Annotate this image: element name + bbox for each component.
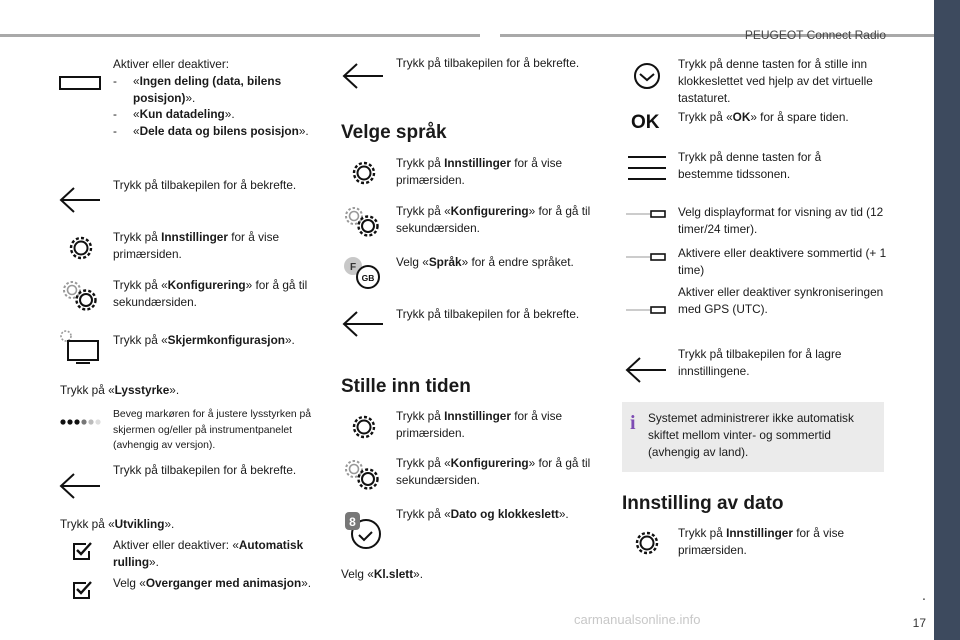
privacy-options xyxy=(113,56,313,140)
privacy-option-all: - «Dele data og bilens posisjon». xyxy=(113,124,309,138)
back-save-text: Trykk på tilbakepilen for å lagre innstillingene. xyxy=(678,347,842,378)
page-number: 17 xyxy=(912,616,926,630)
back-confirm-text-1: Trykk på tilbakepilen for å bekrefte. xyxy=(113,178,297,192)
time-config-text: Trykk på «Konfigurering» for å gå til sekundærsiden. xyxy=(396,456,591,487)
continued-marker: . xyxy=(921,587,926,604)
config-text: Trykk på «Konfigurering» for å gå til sekundærsiden. xyxy=(113,278,308,309)
date-time-text: Trykk på «Dato og klokkeslett». xyxy=(396,507,569,521)
double-gear-icon xyxy=(342,204,384,240)
double-gear-icon xyxy=(342,457,384,493)
brightness-text: Trykk på «Lysstyrke». xyxy=(60,383,180,397)
gps-sync-text: Aktiver eller deaktiver synkroniseringen med GPS (UTC). xyxy=(678,285,884,316)
back-arrow-icon xyxy=(624,356,668,384)
gear-icon xyxy=(349,158,379,188)
timezone-list-icon xyxy=(628,154,668,184)
info-text: Systemet administrerer ikke automatisk skiftet mellom vinter- og sommertid (avhengig av land). xyxy=(648,411,854,459)
privacy-intro: Aktiver eller deaktiver: xyxy=(113,57,230,71)
time-format-text: Velg displayformat for visning av tid (12 timer/24 timer). xyxy=(678,205,884,236)
back-arrow-icon xyxy=(341,62,385,90)
header-title: PEUGEOT Connect Radio xyxy=(744,28,886,42)
svg-text:8: 8 xyxy=(349,515,356,529)
back-arrow-icon xyxy=(341,310,385,338)
brightness-note: Beveg markøren for å justere lysstyrken på skjermen og/eller på instrumentpanelet (avhengig av versjon). xyxy=(113,409,312,452)
language-back-text: Trykk på tilbakepilen for å bekrefte. xyxy=(396,307,580,321)
development-text: Trykk på «Utvikling». xyxy=(60,517,175,531)
clock-select-text: Velg «Kl.slett». xyxy=(341,567,423,581)
info-box xyxy=(622,402,884,472)
screen-config-text: Trykk på «Skjermkonfigurasjon». xyxy=(113,333,295,347)
language-heading: Velge språk xyxy=(341,122,447,143)
brightness-slider-icon xyxy=(58,417,102,427)
gear-icon xyxy=(349,412,379,442)
time-heading: Stille inn tiden xyxy=(341,376,471,397)
language-select-text: Velg «Språk» for å endre språket. xyxy=(396,255,574,269)
watermark: carmanualsonline.info xyxy=(574,612,701,627)
date-heading: Innstilling av dato xyxy=(622,493,784,514)
set-time-text: Trykk på denne tasten for å stille inn klokkeslettet ved hjelp av det virtuelle tastaturet. xyxy=(678,57,873,105)
summer-time-text: Aktivere eller deaktivere sommertid (+ 1 time) xyxy=(678,246,887,277)
time-settings-text: Trykk på Innstillinger for å vise primærsiden. xyxy=(396,409,563,440)
auto-scroll-text: Aktiver eller deaktiver: «Automatisk rulling». xyxy=(113,538,304,569)
language-flag-icon xyxy=(342,255,384,291)
privacy-option-data: - «Kun datadeling». xyxy=(113,107,235,122)
svg-text:F: F xyxy=(349,262,357,273)
back-arrow-icon xyxy=(58,186,102,214)
checkbox-checked-icon xyxy=(72,541,94,561)
screen-settings-icon xyxy=(58,328,102,366)
ok-icon: OK xyxy=(631,112,660,133)
gear-icon xyxy=(632,528,662,558)
toggle-bar-icon xyxy=(59,76,101,90)
animation-text: Velg «Overganger med animasjon». xyxy=(113,576,312,590)
privacy-option-none: - «Ingen deling (data, bilens posisjon)». xyxy=(113,73,282,105)
info-icon: i xyxy=(630,412,636,434)
back-confirm-text-3: Trykk på tilbakepilen for å bekrefte. xyxy=(396,56,580,70)
timezone-text: Trykk på denne tasten for å bestemme tidssonen. xyxy=(678,150,822,181)
date-settings-text: Trykk på Innstillinger for å vise primærsiden. xyxy=(678,526,845,557)
clock-icon xyxy=(342,508,384,552)
back-confirm-text-2: Trykk på tilbakepilen for å bekrefte. xyxy=(113,463,297,477)
back-arrow-icon xyxy=(58,472,102,500)
ok-text: Trykk på «OK» for å spare tiden. xyxy=(678,110,849,124)
settings-text: Trykk på Innstillinger for å vise primærsiden. xyxy=(113,230,280,261)
gear-icon xyxy=(66,233,96,263)
double-gear-icon xyxy=(60,278,102,314)
toggle-switch-icon xyxy=(626,253,666,261)
header-rule-right xyxy=(500,34,960,37)
svg-text:GB: GB xyxy=(361,273,375,283)
checkbox-checked-icon xyxy=(72,580,94,600)
dropdown-chevron-icon xyxy=(630,62,664,90)
language-config-text: Trykk på «Konfigurering» for å gå til sekundærsiden. xyxy=(396,204,591,235)
toggle-switch-icon xyxy=(626,210,666,218)
toggle-switch-icon xyxy=(626,306,666,314)
language-settings-text: Trykk på Innstillinger for å vise primærsiden. xyxy=(396,156,563,187)
page-edge-strip xyxy=(934,0,960,640)
header-rule-left xyxy=(0,34,480,37)
